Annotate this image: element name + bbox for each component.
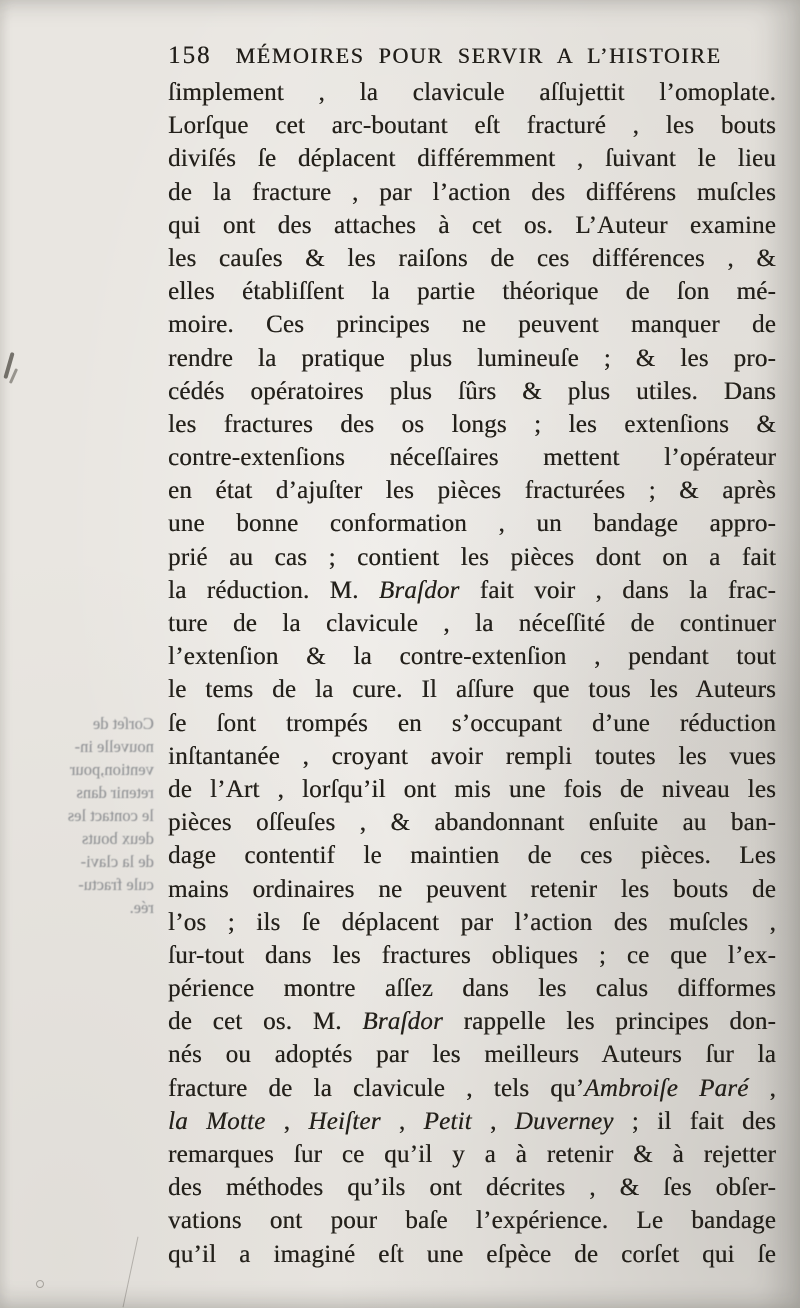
text-line: le tems de la cure. Il aſſure que tous les Auteurs bbox=[168, 676, 776, 704]
text-line: des méthodes qu’ils ont décrites , & ſes obſer- bbox=[168, 1174, 776, 1202]
text-line: les cauſes & les raiſons de ces différences , & bbox=[168, 244, 776, 272]
margin-note-bleedthrough bbox=[28, 712, 154, 919]
ink-speck bbox=[9, 368, 18, 384]
text-line: Lorſque cet arc-boutant eſt fracturé , les bouts bbox=[168, 112, 776, 140]
text-line: une bonne conformation , un bandage appro- bbox=[168, 510, 776, 538]
text-line: rendre la pratique plus lumineuſe ; & les pro- bbox=[168, 344, 776, 372]
text-line: l’extenſion & la contre-extenſion , pendant tout bbox=[168, 643, 776, 671]
margin-note-line: le contact les bbox=[67, 806, 154, 825]
text-line: prié au cas ; contient les pièces dont on a fait bbox=[168, 543, 776, 571]
paper-crease bbox=[123, 1237, 139, 1308]
text-line: de l’Art , lorſqu’il ont mis une fois de niveau les bbox=[168, 775, 776, 803]
margin-note-line: de la clavi- bbox=[80, 852, 154, 871]
margin-note-line: deux bouts bbox=[82, 829, 154, 848]
text-line: en état d’ajuſter les pièces fracturées ; & après bbox=[168, 477, 776, 505]
body-text bbox=[168, 76, 776, 1271]
text-line: de cet os. M. Braſdor rappelle les principes don- bbox=[168, 1008, 777, 1036]
text-line: cédés opératoires plus ſûrs & plus utiles. Dans bbox=[168, 377, 776, 405]
text-line: pièces oſſeuſes , & abandonnant enſuite au ban- bbox=[168, 809, 776, 837]
ink-speck bbox=[36, 1280, 44, 1288]
text-line: dage contentif le maintien de ces pièces. Les bbox=[168, 842, 776, 870]
text-line: remarques ſur ce qu’il y a à retenir & à rejetter bbox=[168, 1141, 776, 1168]
text-line: inſtantanée , croyant avoir rempli toutes les vues bbox=[168, 742, 776, 770]
text-line: ſur-tout dans les fractures obliques ; ce que l’ex- bbox=[168, 941, 776, 969]
margin-note-line: nouvelle in- bbox=[74, 737, 154, 756]
text-line: ſimplement , la clavicule aſſujettit l’omoplate. bbox=[168, 79, 776, 106]
text-line: qui ont des attaches à cet os. L’Auteur examine bbox=[168, 211, 776, 239]
text-line: mains ordinaires ne peuvent retenir les bouts de bbox=[168, 875, 776, 903]
running-title: MÉMOIRES POUR SERVIR A L’HISTOIRE bbox=[235, 43, 722, 68]
text-line: nés ou adoptés par les meilleurs Auteurs ſur la bbox=[168, 1041, 776, 1069]
margin-note-line: cule fractu- bbox=[78, 875, 154, 894]
text-line: les fractures des os longs ; les extenſions & bbox=[168, 410, 776, 438]
text-line: vations ont pour baſe l’expérience. Le bandage bbox=[168, 1207, 776, 1235]
text-line: contre-extenſions néceſſaires mettent l’opérateur bbox=[168, 444, 776, 472]
text-line: ture de la clavicule , la néceſſité de continuer bbox=[168, 610, 776, 637]
text-line: la Motte , Heiſter , Petit , Duverney ; il fait des bbox=[168, 1107, 776, 1135]
text-line: elles établiſſent la partie théorique de ſon mé- bbox=[168, 278, 776, 306]
margin-note-line: retenir dans bbox=[76, 783, 154, 802]
margin-note-line: vention,pour bbox=[70, 760, 154, 779]
text-line: la réduction. M. Braſdor fait voir , dans la frac- bbox=[168, 576, 776, 604]
text-line: l’os ; ils ſe déplacent par l’action des muſcles , bbox=[168, 908, 776, 936]
running-header bbox=[168, 42, 778, 70]
text-line: ſe ſont trompés en s’occupant d’une réduction bbox=[168, 709, 776, 737]
margin-note-line: Corſet de bbox=[93, 714, 154, 733]
text-line: fracture de la clavicule , tels qu’Ambroiſe Paré , bbox=[168, 1074, 776, 1102]
margin-note-line: rée. bbox=[129, 898, 154, 917]
text-line: de la fracture , par l’action des différens muſcles bbox=[168, 178, 776, 206]
text-line: périence montre aſſez dans les calus difformes bbox=[168, 975, 776, 1003]
text-line: qu’il a imaginé eſt une eſpèce de corſet qui ſe bbox=[168, 1240, 776, 1268]
page-number: 158 bbox=[168, 42, 212, 69]
text-line: diviſés ſe déplacent différemment , ſuivant le lieu bbox=[168, 145, 776, 173]
text-line: moire. Ces principes ne peuvent manquer de bbox=[168, 311, 776, 339]
